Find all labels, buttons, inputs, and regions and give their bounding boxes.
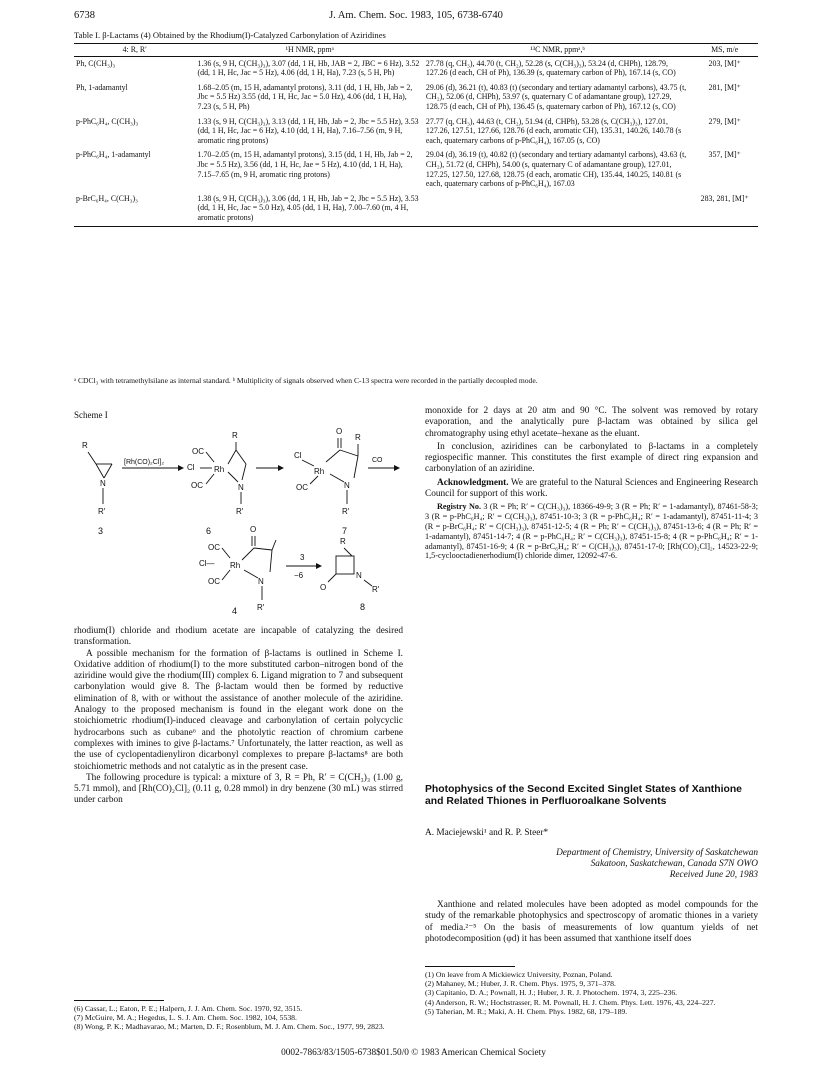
registry-heading: Registry No. bbox=[437, 502, 481, 512]
page-footer: 0002-7863/83/1505-6738$01.50/0 © 1983 American Chemical Society bbox=[281, 1048, 546, 1058]
received-date: Received June 20, 1983 bbox=[669, 870, 758, 880]
svg-text:O: O bbox=[336, 427, 343, 436]
cell-ms: 283, 281, [M]⁺ bbox=[691, 192, 758, 226]
paragraph: A possible mechanism for the formation of β-lactams is outlined in Scheme I. Oxidative addition of rhodium(I) to the more substituted carbon–nitrogen bond of the aziridine would give the rhodium(III) complex 6. Ligand migration to 7 and subsequent carbonylation would give 8. The β-lactam would then be formed by reductive elimination of 8, with or without the assistance of another molecule of the aziridine. Analogy to the proposed mechanism is found in the elegant work done on the stoichiometric rhodium(I)-induced cleavage and carbonylation of certain polycyclic hydrocarbons such as cubane⁶ and the photolytic reaction of chromium carbene complexes with imines to give β-lactams.⁷ Unfortunately, the latter reaction, as well as the use of cyclopentadienyliron dicarbonyl complexes to prepare β-lactams⁸ are both stoichiometric methods and not catalytic as in the present case. bbox=[74, 648, 403, 772]
right-intro bbox=[425, 900, 758, 945]
step-label: 3 bbox=[300, 553, 305, 562]
reference: (3) Capitanio, D. A.; Pownall, H. J.; Huber, J. R. J. Photochem. 1974, 3, 225–236. bbox=[425, 988, 678, 998]
scheme-title: Scheme I bbox=[74, 410, 108, 420]
cell-hnmr: 1.68–2.05 (m, 15 H, adamantyl protons), 3.11 (dd, 1 H, Hb, Jab = 2, Jbc = 5.5 Hz) 3.55 (dd, 1 H, Hc, Jac = 5.0 Hz), 4.06 (dd, 1 H, Ha), 7.23 (s, 5 H, Ph) bbox=[197, 82, 413, 111]
svg-text:N: N bbox=[238, 483, 244, 492]
reference: (7) McGuire, M. A.; Hegedus, L. S. J. Am. Chem. Soc. 1982, 104, 5538. bbox=[74, 1013, 297, 1023]
reference: (4) Anderson, R. W.; Hochstrasser, R. M. Pownall, H. J. Chem. Phys. Lett. 1976, 43, 224–227. bbox=[425, 997, 716, 1007]
label-n: N bbox=[100, 479, 106, 488]
cell-r: p-PhC₆H₄, C(CH₃)₃ bbox=[76, 116, 139, 126]
cell-r: Ph, 1-adamantyl bbox=[76, 82, 128, 92]
svg-text:Rh: Rh bbox=[214, 465, 225, 474]
cell-cnmr: 29.06 (d), 36.21 (t), 40.83 (t) (secondary and tertiary adamantyl carbons), 43.75 (t, CH₂), 52.06 (d, CHPh), 53.97 (s, quaternary C of adamantane group), 127.29, 128.75 (d each, CH of Ph), 136.45 (s, quaternary carbon of Ph), 167.12 (s, CO) bbox=[425, 82, 687, 111]
lactam-table bbox=[74, 43, 758, 227]
reference: (6) Cassar, L.; Eaton, P. E.; Halpern, J. J. Am. Chem. Soc. 1970, 92, 3515. bbox=[74, 1004, 303, 1013]
footnote-rule bbox=[425, 966, 515, 967]
svg-text:Rh: Rh bbox=[230, 561, 241, 570]
svg-text:OC: OC bbox=[191, 481, 203, 490]
svg-text:Cl: Cl bbox=[187, 463, 195, 472]
cell-hnmr: 1.38 (s, 9 H, C(CH₃)₃), 3.06 (dd, 1 H, Hb, Jab = 2, Jbc = 5.5 Hz), 3.53 (dd, 1 H, Hc, Jac = 5.0 Hz), 4.05 (dd, 1 H, Ha), 7.00–7.60 (m, 4 H, aromatic protons) bbox=[196, 192, 424, 226]
col-header-r: 4: R, R′ bbox=[74, 44, 196, 57]
reference: (8) Wong, P. K.; Madhavarao, M.; Marten, D. F.; Rosenblum, M. J. Am. Chem. Soc., 1977, 99, 2823. bbox=[74, 1022, 385, 1032]
svg-text:OC: OC bbox=[208, 577, 220, 586]
reagent-label: [Rh(CO)₂Cl]₂ bbox=[124, 459, 165, 466]
table-row bbox=[74, 56, 758, 81]
cell-r: Ph, C(CH₃)₃ bbox=[76, 58, 116, 68]
svg-text:Cl: Cl bbox=[294, 451, 302, 460]
reference: (2) Mahaney, M.; Huber, J. R. Chem. Phys. 1975, 9, 371–378. bbox=[425, 979, 616, 989]
col-header-cnmr: ¹³C NMR, ppmᵃ,ᵇ bbox=[424, 44, 691, 57]
paragraph: Xanthione and related molecules have been adopted as model compounds for the study of the remarkable photophysics and spectroscopy of aromatic thiones in a variety of media.²⁻⁵ On the basis of measurements of low quantum yields of net photodecomposition (φd) it has been assumed that xanthione itself does bbox=[425, 900, 758, 944]
compound-number-4: 4 bbox=[232, 606, 238, 615]
svg-text:OC: OC bbox=[296, 483, 308, 492]
table-row bbox=[74, 81, 758, 115]
svg-text:N: N bbox=[356, 571, 362, 580]
svg-text:Cl—: Cl— bbox=[199, 559, 215, 568]
cell-ms: 281, [M]⁺ bbox=[708, 82, 741, 92]
cell-hnmr: 1.70–2.05 (m, 15 H, adamantyl protons), 3.15 (dd, 1 H, Hb, Jab = 2, Jbc = 5.5 Hz), 3.56 (dd, 1 H, Hc, Jae = 5 Hz), 4.10 (dd, 1 H, Ha), 7.15–7.65 (m, 9 H, aromatic ring protons) bbox=[197, 150, 413, 179]
paragraph: monoxide for 2 days at 20 atm and 90 °C. The solvent was removed by rotary evaporation, and the analytically pure β-lactam was obtained by silica gel chromatography using ethyl acetate–hexane as the eluant. bbox=[425, 406, 758, 439]
reaction-scheme bbox=[74, 420, 403, 615]
svg-text:OC: OC bbox=[192, 447, 204, 456]
right-column-body bbox=[425, 406, 758, 561]
article-title: Photophysics of the Second Excited Singlet States of Xanthione and Related Thiones in Perfluoroalkane Solvents bbox=[425, 784, 742, 808]
label-r: R bbox=[82, 441, 88, 450]
authors: A. Maciejewski¹ and R. P. Steer* bbox=[425, 828, 549, 838]
paragraph: rhodium(I) chloride and rhodium acetate are incapable of catalyzing the desired transformation. bbox=[74, 626, 403, 648]
page-header bbox=[74, 10, 758, 26]
svg-text:R: R bbox=[232, 431, 238, 440]
journal-citation: J. Am. Chem. Soc. 1983, 105, 6738-6740 bbox=[329, 10, 503, 21]
compound-number-8: 8 bbox=[360, 602, 366, 612]
minus-label: −6 bbox=[294, 571, 304, 580]
svg-text:R′: R′ bbox=[372, 585, 380, 594]
cell-hnmr: 1.36 (s, 9 H, C(CH₃)₃), 3.07 (dd, 1 H, Hb, JAB = 2, JBC = 6 Hz), 3.52 (dd, 1 H, Hc, Jac = 5 Hz), 4.06 (dd, 1 H, Ha), 7.23 (s, 5 H, Ph) bbox=[197, 58, 420, 78]
reference: (1) On leave from A Mickiewicz University, Poznan, Poland. bbox=[425, 970, 613, 979]
cell-cnmr bbox=[424, 192, 691, 226]
cell-ms: 203, [M]⁺ bbox=[708, 58, 741, 68]
affiliation bbox=[425, 848, 758, 881]
complex-8 bbox=[199, 525, 276, 612]
svg-text:N: N bbox=[344, 481, 350, 490]
svg-text:R′: R′ bbox=[257, 603, 265, 612]
cell-cnmr: 27.77 (q, CH₃), 44.63 (t, CH₂), 51.94 (d, CHPh), 53.28 (s, C(CH₃)₃), 127.01, 127.26, 127.51, 127.66, 128.76 (d each, aromatic CH), 135.31, 140.26, 140.78 (s each, quaternary carbons of p-PhC₆H₄), 167.05 (s, CO) bbox=[425, 116, 682, 145]
label-rp: R′ bbox=[98, 507, 106, 516]
co-label: CO bbox=[372, 457, 383, 464]
svg-text:R: R bbox=[355, 433, 361, 442]
svg-text:N: N bbox=[258, 577, 264, 586]
cell-ms: 357, [M]⁺ bbox=[708, 150, 741, 160]
compound-number-6: 6 bbox=[206, 526, 212, 536]
registry-text: 3 (R = Ph; R′ = C(CH₃)₃), 18366-49-9; 3 (R = Ph; R′ = 1-adamantyl), 87461-58-3; 3 (R = p-PhC₆H₄; R′ = C(CH₃)₃), 87451-10-3; 3 (R = p-PhC₆H₄; R′ = 1-adamantyl), 87451-11-4; 3 (R = p-BrC₆H₄; R′ = C(CH₃)₃), 87451-12-5; 4 (R = Ph; R′ = C(CH₃)₃), 87451-13-6; 4 (R = Ph; R′ = 1-adamantyl), 87451-14-7; 4 (R = p-PhC₆H₄; R′ = C(CH₃)₃), 87451-15-8; 4 (R = p-PhC₆H₄; R′ = 1-adamantyl), 87451-16-9; 4 (R = p-BrC₆H₄; R′ = C(CH₃)₃), 87451-17-0; [Rh(CO)₂Cl]₂, 14523-22-9; 1,5-cyclooctadienerhodium(I) chloride dimer, 12092-47-6. bbox=[425, 502, 758, 561]
paragraph: The following procedure is typical: a mixture of 3, R = Ph, R′ = C(CH₃)₃ (1.00 g, 5.71 mmol), and [Rh(CO)₂Cl]₂ (0.11 g, 0.28 mmol) in dry benzene (30 mL) was stirred under carbon bbox=[74, 772, 403, 806]
table-footnote: ᵃ CDCl₃ with tetramethylsilane as internal standard. ᵇ Multiplicity of signals observed when C-13 spectra were recorded in the partially decoupled mode. bbox=[74, 376, 538, 385]
page-number: 6738 bbox=[74, 10, 95, 21]
cell-r: p-PhC₆H₄, 1-adamantyl bbox=[76, 150, 151, 160]
cell-cnmr: 29.04 (d), 36.19 (t), 40.82 (t) (secondary and tertiary adamantyl carbons), 43.63 (t, CH₂), 51.72 (d, CHPh), 54.00 (s, quaternary C of adamantane group), 127.01, 127.25, 127.50, 127.68, 128.75 (d each, aromatic CH), 135.44, 140.25, 140.81 (s each, quaternary carbons of p-PhC₆H₄), 167.03 bbox=[425, 150, 687, 189]
cell-r: p-BrC₆H₄, C(CH₃)₃ bbox=[74, 192, 196, 226]
complex-7 bbox=[294, 427, 361, 536]
col-header-hnmr: ¹H NMR, ppmᵃ bbox=[196, 44, 424, 57]
table-row bbox=[74, 192, 758, 226]
left-column-body bbox=[74, 626, 403, 807]
cell-cnmr: 27.78 (q, CH₃), 44.70 (t, CH₂), 52.28 (s, C(CH₃)₃), 53.24 (d, CHPh), 128.79, 127.26 (d each, CH of Ph), 136.39 (s, quaternary carbon of Ph), 167.14 (s, CO) bbox=[425, 58, 676, 78]
table-row bbox=[74, 148, 758, 191]
compound-number-7: 7 bbox=[342, 526, 348, 536]
svg-text:Rh: Rh bbox=[314, 467, 325, 476]
ack-text: We are grateful to the Natural Sciences and Engineering Research Council for support of this work. bbox=[425, 477, 758, 500]
aziridine-3 bbox=[82, 441, 112, 536]
table-header-row bbox=[74, 44, 758, 57]
beta-lactam-product bbox=[320, 537, 380, 612]
compound-number-3: 3 bbox=[98, 526, 104, 536]
affiliation-line: Department of Chemistry, University of Saskatchewan bbox=[556, 848, 758, 858]
cell-ms: 279, [M]⁺ bbox=[708, 116, 741, 126]
table-row bbox=[74, 115, 758, 149]
paragraph: In conclusion, aziridines can be carbonylated to β-lactams in a completely regiospecific manner. This constitutes the first example of direct ring expansion and carbonylation of an aziridine. bbox=[425, 441, 758, 475]
svg-text:R: R bbox=[340, 537, 346, 546]
svg-text:R′: R′ bbox=[236, 507, 244, 516]
left-references bbox=[74, 1004, 403, 1032]
table-caption: Table I. β-Lactams (4) Obtained by the Rhodium(I)-Catalyzed Carbonylation of Aziridines bbox=[74, 30, 386, 40]
svg-text:O: O bbox=[250, 525, 257, 534]
cell-hnmr: 1.33 (s, 9 H, C(CH₃)₃), 3.13 (dd, 1 H, Hb, Jab = 2, Jbc = 5.5 Hz), 3.53 (dd, 1 H, Hc, Jac = 6 Hz), 4.10 (dd, 1 H, Ha), 7.16–7.56 (m, 9 H, aromatic ring protons) bbox=[197, 116, 419, 145]
reference: (5) Taherian, M. R.; Maki, A. H. Chem. Phys. 1982, 68, 179–189. bbox=[425, 1006, 628, 1016]
affiliation-line: Sakatoon, Saskatchewan, Canada S7N OWO bbox=[590, 859, 758, 869]
complex-6 bbox=[187, 431, 246, 536]
svg-text:R′: R′ bbox=[342, 507, 350, 516]
svg-text:O: O bbox=[320, 583, 327, 592]
footnote-rule bbox=[74, 1000, 164, 1001]
col-header-ms: MS, m/e bbox=[691, 44, 758, 57]
svg-text:OC: OC bbox=[208, 543, 220, 552]
ack-heading: Acknowledgment. bbox=[437, 477, 509, 488]
right-references bbox=[425, 970, 758, 1016]
